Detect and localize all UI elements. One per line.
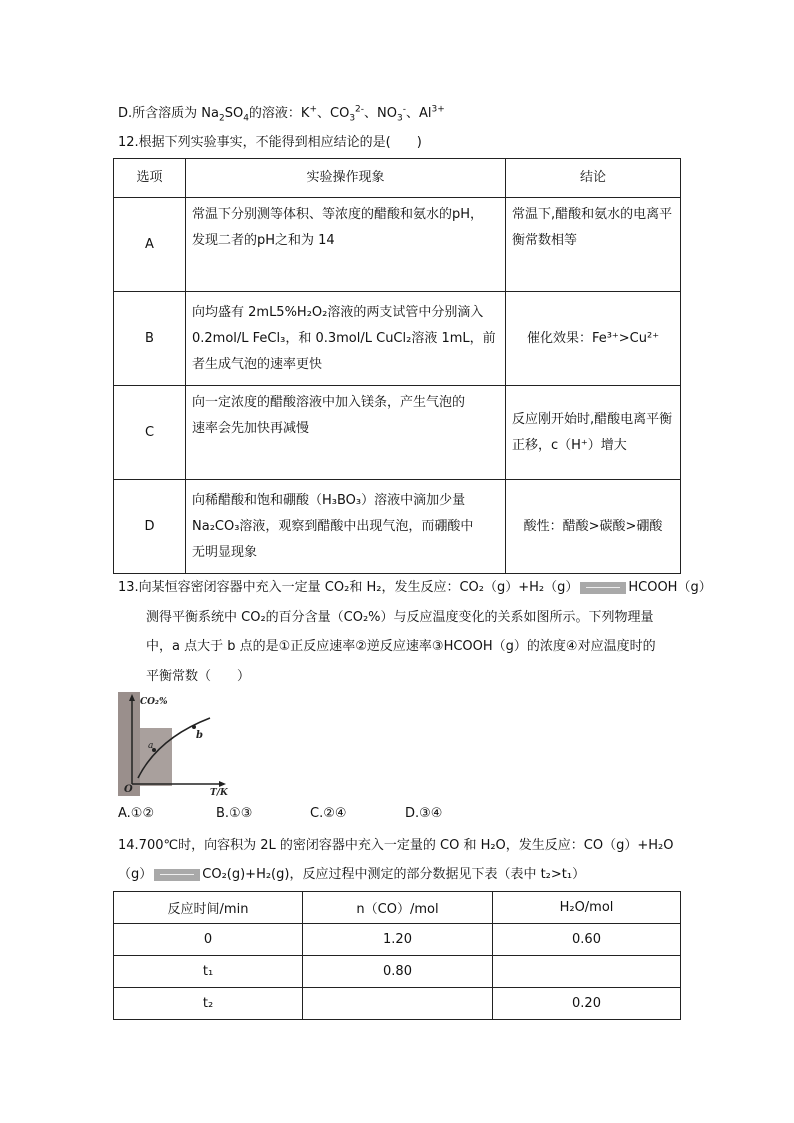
choice-a: A.①② <box>118 806 155 821</box>
co2-temperature-graph <box>118 692 228 796</box>
operation-cell <box>186 386 506 480</box>
sub: 4 <box>243 113 249 124</box>
op-line: 向均盛有 2mL5%H₂O₂溶液的两支试管中分别滴入 <box>192 304 484 320</box>
table-cell: t₂ <box>114 988 303 1020</box>
op-line: 者生成气泡的速率更快 <box>192 356 323 372</box>
header-conclusion: 结论 <box>506 159 681 198</box>
conclusion-cell <box>506 198 681 292</box>
header-option: 选项 <box>114 159 186 198</box>
table-cell <box>493 956 681 988</box>
concl-line: 催化效果：Fe³⁺>Cu²⁺ <box>526 330 660 346</box>
table-header-row <box>114 159 681 198</box>
table-row <box>114 988 681 1020</box>
label-a: a <box>148 741 154 751</box>
table-row <box>114 292 681 386</box>
option-cell: D <box>114 480 186 574</box>
op-line: 无明显现象 <box>192 544 258 560</box>
option-cell: B <box>114 292 186 386</box>
q13-line4: 平衡常数（ ） <box>146 669 251 684</box>
table-row <box>114 198 681 292</box>
table-cell: 0.80 <box>303 956 493 988</box>
q13-line2: 测得平衡系统中 CO₂的百分含量（CO₂%）与反应温度变化的关系如图所示。下列物理量 <box>146 610 654 625</box>
op-line: 发现二者的pH之和为 14 <box>192 233 335 248</box>
option-cell: A <box>114 198 186 292</box>
label-b: b <box>196 730 203 741</box>
q11d-text: D.所含溶质为 Na <box>118 106 219 121</box>
q14-line1: 14.700℃时，向容积为 2L 的密闭容器中充入一定量的 CO 和 H₂O，发生反应：CO（g）+H₂O <box>118 838 674 853</box>
sup: - <box>402 104 406 115</box>
sub: 2 <box>218 113 225 124</box>
operation-cell <box>186 292 506 386</box>
concl-line: 常温下,醋酸和氨水的电离平 <box>512 207 673 222</box>
sub: 3 <box>397 113 403 124</box>
text: SO <box>224 106 244 121</box>
text: 的溶液：K <box>248 106 310 121</box>
x-axis-label: T/K <box>210 788 228 796</box>
table-cell: 1.20 <box>303 924 493 956</box>
op-line: 向稀醋酸和饱和硼酸（H₃BO₃）溶液中滴加少量 <box>192 492 466 508</box>
op-line: 速率会先加快再减慢 <box>192 421 310 436</box>
concl-line: 正移，c（H⁺）增大 <box>512 437 627 453</box>
text: 、Al <box>405 106 432 121</box>
graph-shading <box>118 692 140 796</box>
table-header-row <box>114 892 681 924</box>
sup: 2- <box>355 104 365 115</box>
concl-line: 衡常数相等 <box>512 233 578 248</box>
table-cell: t₁ <box>114 956 303 988</box>
concl-line: 酸性：醋酸>碳酸>硼酸 <box>523 518 663 534</box>
text: 、CO <box>317 106 350 121</box>
q14-text: （g） <box>118 867 153 882</box>
y-axis-label: CO₂% <box>140 697 168 707</box>
op-line: 常温下分别测等体积、等浓度的醋酸和氨水的pH， <box>192 207 484 222</box>
q14-text: CO₂(g)+H₂(g)，反应过程中测定的部分数据见下表（表中 t₂>t₁） <box>202 867 586 882</box>
op-line: 向一定浓度的醋酸溶液中加入镁条，产生气泡的 <box>192 395 466 410</box>
q14-line2 <box>118 865 585 885</box>
table-cell: 0 <box>114 924 303 956</box>
equilibrium-arrow-icon <box>154 869 200 881</box>
conclusion-cell <box>506 386 681 480</box>
equilibrium-arrow-icon <box>580 582 626 594</box>
header-time: 反应时间/min <box>114 892 303 924</box>
operation-cell <box>186 198 506 292</box>
option-cell: C <box>114 386 186 480</box>
table-cell: 0.60 <box>493 924 681 956</box>
op-line: Na₂CO₃溶液，观察到醋酸中出现气泡，而硼酸中 <box>192 518 474 534</box>
table-row <box>114 956 681 988</box>
point-b <box>192 725 196 729</box>
q13-text: HCOOH（g） <box>628 580 712 595</box>
x-axis-arrow-icon <box>219 781 226 787</box>
q13-line3: 中，a 点大于 b 点的是①正反应速率②逆反应速率③HCOOH（g）的浓度④对应温度时的 <box>146 639 656 654</box>
q13-text: 13.向某恒容密闭容器中充入一定量 CO₂和 H₂，发生反应：CO₂（g）+H₂（g） <box>118 580 579 595</box>
text: 、NO <box>364 106 397 121</box>
q14-table <box>113 891 681 1020</box>
table-row <box>114 386 681 480</box>
op-line: 0.2mol/L FeCl₃，和 0.3mol/L CuCl₂溶液 1mL，前 <box>192 330 496 346</box>
sup: 3+ <box>431 104 445 115</box>
sub: 3 <box>349 113 356 124</box>
q12-stem: 12.根据下列实验事实，不能得到相应结论的是( ) <box>118 135 422 150</box>
choice-c: C.②④ <box>310 806 347 821</box>
table-row <box>114 924 681 956</box>
conclusion-cell <box>506 292 681 386</box>
choice-d: D.③④ <box>405 806 443 821</box>
q11-option-d <box>118 104 445 124</box>
graph-shading <box>140 728 172 786</box>
table-cell: 0.20 <box>493 988 681 1020</box>
operation-cell <box>186 480 506 574</box>
choice-b: B.①③ <box>216 806 253 821</box>
header-h2o: H₂O/mol <box>493 892 681 924</box>
origin-label: O <box>124 784 133 795</box>
concl-line: 反应刚开始时,醋酸电离平衡 <box>512 411 673 427</box>
table-row <box>114 480 681 574</box>
table-cell <box>303 988 493 1020</box>
header-nco: n（CO）/mol <box>303 892 493 924</box>
q13-line1 <box>118 578 712 598</box>
sup: + <box>309 104 317 115</box>
header-operation: 实验操作现象 <box>186 159 506 198</box>
conclusion-cell <box>506 480 681 574</box>
q12-table <box>113 158 681 574</box>
